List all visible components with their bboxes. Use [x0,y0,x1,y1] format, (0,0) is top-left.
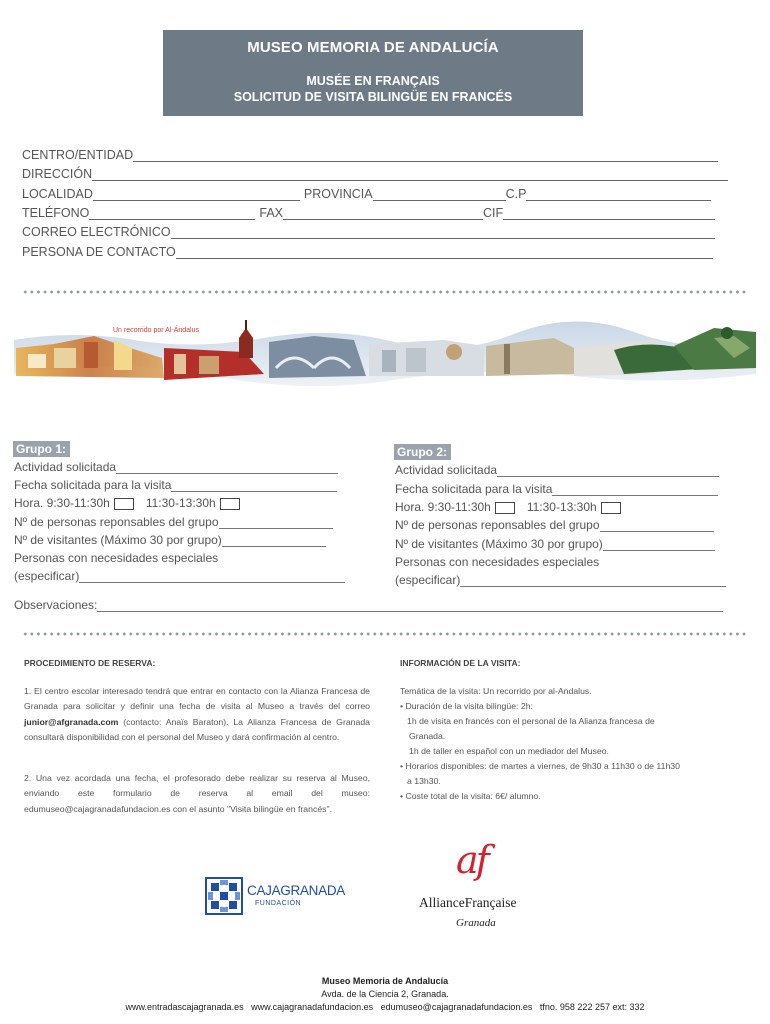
group2-row-actividad [395,462,719,477]
p1-email: junior@afgranada.com [24,716,119,727]
group2-checkbox-morning[interactable] [495,502,515,514]
group2-label-responsables: Nº de personas reponsables del grupo [395,518,600,532]
alliance-francaise-af-mark: af [456,838,487,882]
footer-address: Avda. de la Ciencia 2, Granada. [321,989,449,999]
info-line-4: Granada. [409,731,446,741]
group2-label-hora2: 11:30-13:30h [526,500,597,514]
banner-caption: Un recorrido por Al-Ándalus [113,327,199,334]
label-persona: PERSONA DE CONTACTO [22,245,176,259]
p1-after: (contacto: Anaïs Baraton). La Alianza Francesa de Granada consultará disponibilidad con el personal del Museo y dará confirmación al centro. [24,716,370,742]
label-fax: FAX [259,206,283,220]
label-cp: C.P [505,187,527,201]
group2-row-visitantes [395,536,715,551]
group1-row-responsables [14,514,333,529]
p1-before: 1. El centro escolar interesado tendrá que entrar en contacto con la Alianza Francesa de Granada para solicitar y definir una fecha de visita al Museo a través del correo [24,686,370,712]
group1-row-hora [14,495,244,510]
group1-row-fecha [14,477,337,492]
field-centro[interactable] [133,149,718,162]
field-persona[interactable] [176,246,713,259]
cajagranada-wordmark: CAJAGRANADA [247,883,345,898]
group1-label-especificar: (especificar) [14,569,80,583]
group2-row-necesidades [395,554,599,569]
group1-checkbox-midday[interactable] [220,498,240,510]
form-row-persona [22,243,713,259]
group2-label-necesidades: Personas con necesidades especiales [395,555,600,569]
group2-row-responsables [395,517,714,532]
group2-checkbox-midday[interactable] [601,502,621,514]
label-direccion: DIRECCIÓN [22,167,93,181]
info-line-5: 1h de taller en español con un mediador del Museo. [409,746,609,756]
label-centro: CENTRO/ENTIDAD [22,148,134,162]
group1-field-responsables[interactable] [219,517,333,529]
observaciones-row [14,597,723,612]
info-line-1: Temática de la visita: Un recorrido por al-Andalus. [400,686,592,696]
info-line-6: • Horarios disponibles: de martes a viernes, de 9h30 a 11h30 o de 11h30 [400,761,680,771]
group2-label-visitantes: Nº de visitantes (Máximo 30 por grupo) [395,537,603,551]
observaciones-field[interactable] [97,600,723,612]
group1-field-visitantes[interactable] [222,535,326,547]
group1-row-actividad [14,459,338,474]
group2-label-fecha: Fecha solicitada para la visita [395,482,553,496]
cajagranada-emblem-icon [205,877,243,915]
informacion-heading: INFORMACIÓN DE LA VISITA: [400,658,521,668]
footer-contacts: www.entradascajagranada.es www.cajagranadafundacion.es edumuseo@cajagranadafundacion.es tfno. 958 222 257 ext: 332 [125,1002,645,1012]
group2-field-visitantes[interactable] [603,539,715,551]
field-correo[interactable] [171,226,715,239]
group1-label-hora2: 11:30-13:30h [145,496,216,510]
group2-row-fecha [395,481,718,496]
field-provincia[interactable] [373,188,506,201]
form-row-centro [22,146,718,162]
group1-row-especificar [14,568,345,583]
form-row-direccion [22,165,728,181]
form-row-telefono [22,204,715,220]
info-line-3: 1h de visita en francés con el personal de la Alianza francesa de [407,716,655,726]
field-direccion[interactable] [92,168,728,181]
procedimiento-paragraph-2: 2. Una vez acordada una fecha, el profesorado debe realizar su reserva al Museo, enviando este formulario de reserva al email del museo: edumuseo@cajagranadafundacion.es con el asunto "Visita bilingüe en francés". [24,773,370,814]
form-row-localidad [22,185,711,201]
field-fax[interactable] [283,207,483,220]
alliance-francaise-city: Granada [456,917,496,929]
label-localidad: LOCALIDAD [22,187,93,201]
group1-row-necesidades [14,550,218,565]
group2-field-responsables[interactable] [600,520,714,532]
header-subtitle-1: MUSÉE EN FRANÇAIS [306,74,440,88]
label-correo: CORREO ELECTRÓNICO [22,225,171,239]
group2-row-especificar [395,572,726,587]
group1-title: Grupo 1: [13,441,70,457]
group2-field-fecha[interactable] [552,484,718,496]
group1-label-actividad: Actividad solicitada [14,460,117,474]
alliance-francaise-wordmark [419,895,516,911]
group1-field-especificar[interactable] [79,571,345,583]
group2-row-hora [395,499,625,514]
procedimiento-paragraph-1 [24,684,370,745]
dotted-divider-bottom [22,632,748,636]
dotted-divider-top [22,290,748,294]
procedimiento-heading: PROCEDIMIENTO DE RESERVA: [24,658,156,668]
field-cp[interactable] [526,188,711,201]
af-name-2: Française [464,895,517,910]
group1-label-fecha: Fecha solicitada para la visita [14,478,172,492]
field-localidad[interactable] [93,188,300,201]
group1-label-responsables: Nº de personas reponsables del grupo [14,515,219,529]
label-cif: CIF [483,206,504,220]
group2-field-actividad[interactable] [497,465,719,477]
group2-title: Grupo 2: [394,444,451,460]
group1-field-fecha[interactable] [171,480,337,492]
form-row-correo [22,223,715,239]
group1-checkbox-morning[interactable] [114,498,134,510]
group2-label-actividad: Actividad solicitada [395,463,498,477]
field-telefono[interactable] [89,207,255,220]
label-provincia: PROVINCIA [303,187,373,201]
group1-label-necesidades: Personas con necesidades especiales [14,551,219,565]
header-banner [163,30,583,116]
group1-field-actividad[interactable] [116,462,338,474]
footer-museum-name: Museo Memoria de Andalucía [321,976,449,986]
label-telefono: TELÉFONO [22,206,90,220]
cajagranada-subtitle: FUNDACIÓN [255,900,302,907]
info-line-7: a 13h30. [407,776,441,786]
field-cif[interactable] [503,207,715,220]
group1-label-visitantes: Nº de visitantes (Máximo 30 por grupo) [14,533,222,547]
header-title: MUSEO MEMORIA DE ANDALUCÍA [247,39,499,56]
af-name-1: Alliance [419,895,465,910]
group2-label-especificar: (especificar) [395,573,461,587]
observaciones-label: Observaciones: [14,598,98,612]
header-subtitle-2: SOLICITUD DE VISITA BILINGÜE EN FRANCÉS [233,90,513,104]
group1-label-hora: Hora. 9:30-11:30h [14,496,110,510]
cajagranada-logo-mark [205,877,243,915]
info-line-2: • Duración de la visita bilingüe: 2h: [400,701,533,711]
group2-field-especificar[interactable] [460,575,726,587]
group2-label-hora: Hora. 9:30-11:30h [395,500,491,514]
group1-row-visitantes [14,532,326,547]
info-line-8: • Coste total de la visita: 6€/ alumno. [400,791,541,801]
